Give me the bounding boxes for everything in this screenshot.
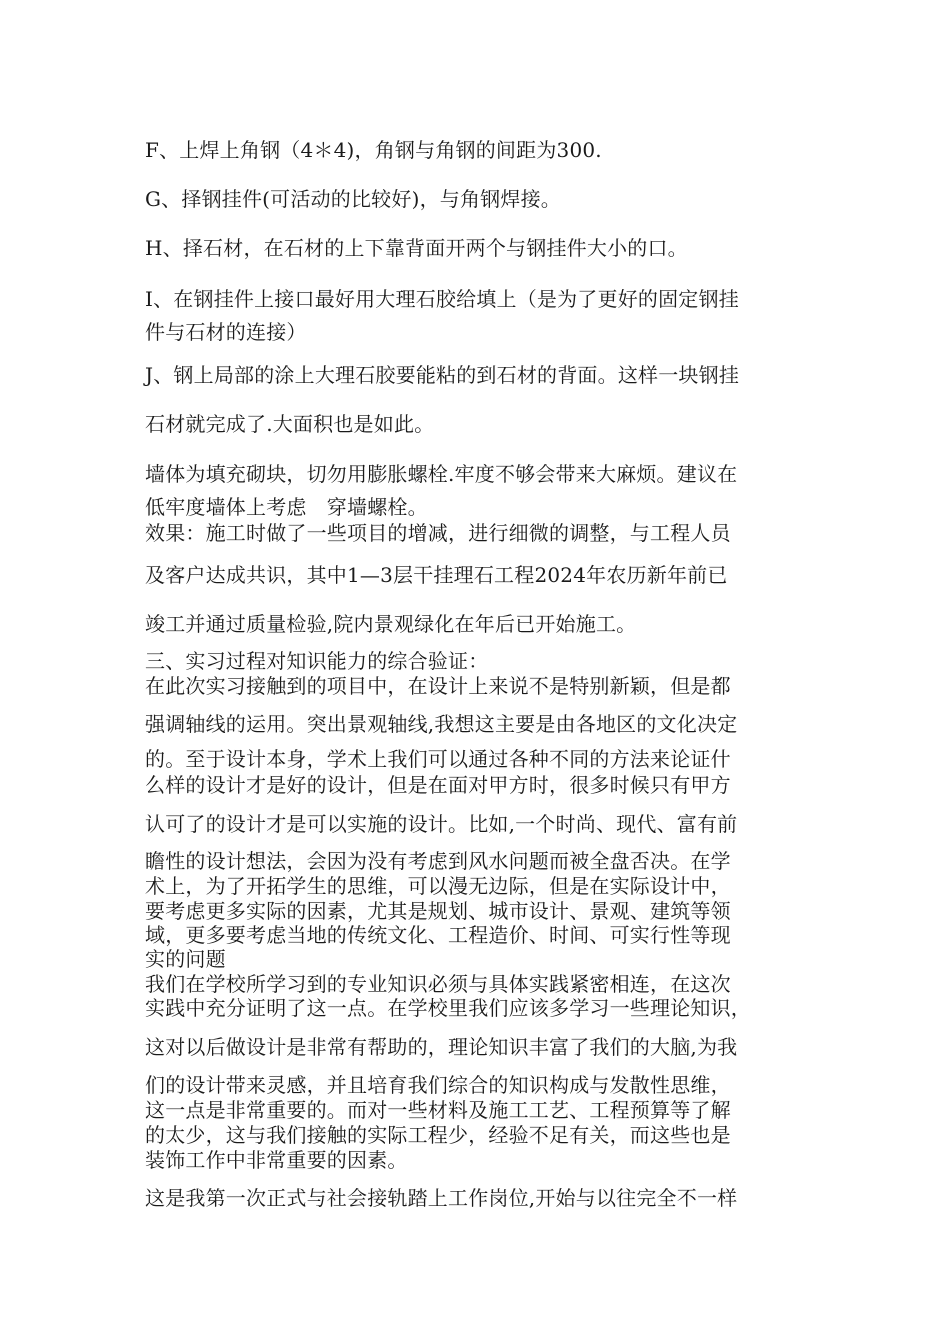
text-line: 在此次实习接触到的项目中，在设计上来说不是特别新颖，但是都 bbox=[145, 674, 731, 698]
text-line: 效果：施工时做了一些项目的增减，进行细微的调整，与工程人员 bbox=[145, 521, 731, 545]
text-line: H、择石材，在石材的上下靠背面开两个与钢挂件大小的口。 bbox=[145, 236, 688, 260]
text-line: 实践中充分证明了这一点。在学校里我们应该多学习一些理论知识， bbox=[145, 996, 751, 1020]
text-line: 域，更多要考虑当地的传统文化、工程造价、时间、可实行性等现 bbox=[145, 923, 731, 947]
text-line: I、在钢挂件上接口最好用大理石胶给填上（是为了更好的固定钢挂 bbox=[145, 287, 739, 311]
text-line: 装饰工作中非常重要的因素。 bbox=[145, 1148, 408, 1172]
text-line: 认可了的设计才是可以实施的设计。比如,一个时尚、现代、富有前 bbox=[145, 812, 738, 836]
section-heading: 三、实习过程对知识能力的综合验证： bbox=[145, 649, 489, 673]
text-line: 这是我第一次正式与社会接轨踏上工作岗位,开始与以往完全不一样 bbox=[145, 1186, 738, 1210]
text-line: 墙体为填充砌块，切勿用膨胀螺栓.牢度不够会带来大麻烦。建议在 bbox=[145, 462, 738, 486]
text-line: 石材就完成了.大面积也是如此。 bbox=[145, 412, 435, 436]
text-line: 及客户达成共识，其中1—3层干挂理石工程2024年农历新年前已 bbox=[145, 563, 728, 587]
text-line: 件与石材的连接） bbox=[145, 320, 307, 344]
text-line: 瞻性的设计想法，会因为没有考虑到风水问题而被全盘否决。在学 bbox=[145, 849, 731, 873]
text-line: 要考虑更多实际的因素，尤其是规划、城市设计、景观、建筑等领 bbox=[145, 899, 731, 923]
text-line: 实的问题 bbox=[145, 947, 226, 971]
text-line: 低牢度墙体上考虑 穿墙螺栓。 bbox=[145, 495, 428, 519]
text-line: G、择钢挂件(可活动的比较好)，与角钢焊接。 bbox=[145, 187, 561, 211]
text-line: J、钢上局部的涂上大理石胶要能粘的到石材的背面。这样一块钢挂 bbox=[145, 363, 740, 387]
text-line: 这一点是非常重要的。而对一些材料及施工工艺、工程预算等了解 bbox=[145, 1098, 731, 1122]
text-line: 我们在学校所学习到的专业知识必须与具体实践紧密相连，在这次 bbox=[145, 972, 731, 996]
text-line: 的。至于设计本身，学术上我们可以通过各种不同的方法来论证什 bbox=[145, 747, 731, 771]
text-line: 这对以后做设计是非常有帮助的，理论知识丰富了我们的大脑,为我 bbox=[145, 1035, 738, 1059]
text-line: F、上焊上角钢（4＊4)，角钢与角钢的间距为300. bbox=[145, 138, 602, 162]
text-line: 竣工并通过质量检验,院内景观绿化在年后已开始施工。 bbox=[145, 612, 637, 636]
text-line: 么样的设计才是好的设计，但是在面对甲方时，很多时候只有甲方 bbox=[145, 773, 731, 797]
text-line: 的太少，这与我们接触的实际工程少，经验不足有关，而这些也是 bbox=[145, 1123, 731, 1147]
text-line: 们的设计带来灵感，并且培育我们综合的知识构成与发散性思维， bbox=[145, 1073, 731, 1097]
text-line: 术上，为了开拓学生的思维，可以漫无边际，但是在实际设计中， bbox=[145, 874, 731, 898]
text-line: 强调轴线的运用。突出景观轴线,我想这主要是由各地区的文化决定 bbox=[145, 712, 738, 736]
